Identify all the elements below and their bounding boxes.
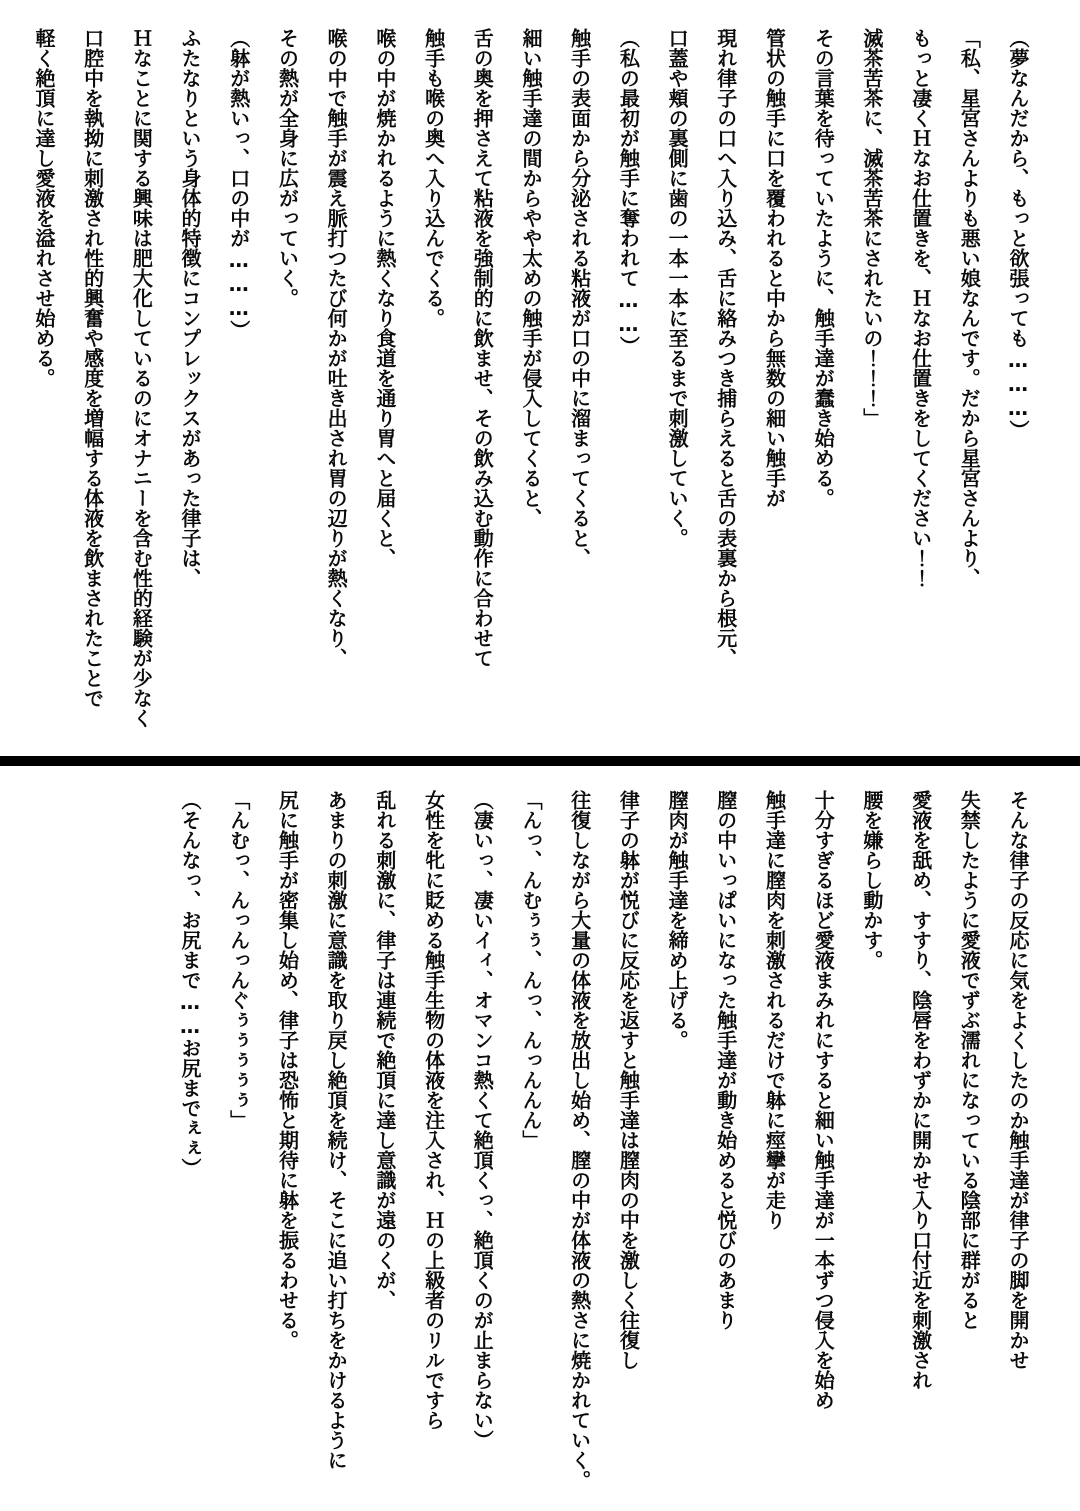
text-line: そんな律子の反応に気をよくしたのか触手達が律子の脚を開かせ xyxy=(1006,790,1030,1370)
text-line: 尻に触手が密集し始め、律子は恐怖と期待に躰を振るわせる。 xyxy=(275,790,300,1350)
story-text-bottom xyxy=(0,766,1080,1511)
text-line: 往復しながら大量の体液を放出し始め、膣の中が体液の熱さに焼かれていく。 xyxy=(567,790,592,1490)
text-line: ふたなりという身体的特徴にコンプレックスがあった律子は、 xyxy=(178,28,203,588)
text-line: あまりの刺激に意識を取り戻し絶頂を続け、そこに追い打ちをかけるように xyxy=(324,790,349,1470)
text-line: 触手達に膣肉を刺激されるだけで躰に痙攣が走り xyxy=(762,790,787,1230)
text-line: 触手の表面から分泌される粘液が口の中に溜まってくると、 xyxy=(567,28,592,568)
text-line: もっと凄くＨなお仕置きを、Ｈなお仕置きをしてください！！ xyxy=(908,28,933,588)
text-line: （夢なんだから、もっと欲張っても………） xyxy=(1006,28,1030,440)
text-line: 腰を嫌らし動かす。 xyxy=(859,790,884,970)
text-line: 喉の中で触手が震え脈打つたび何かが吐き出され胃の辺りが熱くなり、 xyxy=(324,28,349,668)
text-line: （そんなっ、お尻まで……お尻までぇぇ） xyxy=(178,790,203,1178)
text-line: 現れ律子の口へ入り込み、舌に絡みつき捕らえると舌の表裏から根元、 xyxy=(713,28,738,668)
text-line: 失禁したように愛液でずぶ濡れになっている陰部に群がると xyxy=(957,790,982,1330)
text-line: 「んっ、んむぅぅ、んっ、んっんんん」 xyxy=(518,790,543,1150)
text-line: 舌の奥を押さえて粘液を強制的に飲ませ、その飲み込む動作に合わせて xyxy=(470,28,495,668)
text-line: 膣の中いっぱいになった触手達が動き始めると悦びのあまり xyxy=(713,790,738,1330)
text-line: 滅茶苦茶に、滅茶苦茶にされたいの！！！」 xyxy=(859,28,884,428)
text-line: 喉の中が焼かれるように熱くなり食道を通り胃へと届くと、 xyxy=(372,28,397,568)
text-line: 十分すぎるほど愛液まみれにすると細い触手達が一本ずつ侵入を始め xyxy=(811,790,836,1410)
text-line: （躰が熱いっ、口の中が………） xyxy=(226,28,251,340)
text-line: 口蓋や頬の裏側に歯の一本一本に至るまで刺激していく。 xyxy=(665,28,690,548)
text-line: 愛液を舐め、すすり、陰唇をわずかに開かせ入り口付近を刺激され xyxy=(908,790,933,1390)
text-line: 細い触手達の間からやや太めの触手が侵入してくると、 xyxy=(518,28,543,528)
text-line: 「私、星宮さんよりも悪い娘なんです。だから星宮さんより、 xyxy=(957,28,982,588)
text-line: その熱が全身に広がっていく。 xyxy=(275,28,300,308)
text-line: 触手も喉の奥へ入り込んでくる。 xyxy=(421,28,446,328)
text-line: Ｈなことに関する興味は肥大化しているのにオナニーを含む性的経験が少なく xyxy=(129,28,154,728)
text-line: 管状の触手に口を覆われると中から無数の細い触手が xyxy=(762,28,787,508)
text-line: 「んむっ、んっんっんぐぅぅぅぅぅ」 xyxy=(226,790,251,1130)
text-line: その言葉を待っていたように、触手達が蠢き始める。 xyxy=(811,28,836,508)
section-divider xyxy=(0,756,1080,766)
text-line: 軽く絶頂に達し愛液を溢れさせ始める。 xyxy=(31,28,56,388)
text-line: （凄いっ、凄いイィ、オマンコ熱くて絶頂くっ、絶頂くのが止まらない） xyxy=(470,790,495,1450)
text-line: （私の最初が触手に奪われて……） xyxy=(616,28,641,356)
text-line: 膣肉が触手達を締め上げる。 xyxy=(665,790,690,1050)
text-line: 乱れる刺激に、律子は連続で絶頂に達し意識が遠のくが、 xyxy=(372,790,397,1310)
text-line: 律子の躰が悦びに反応を返すと触手達は膣肉の中を激しく往復し xyxy=(616,790,641,1370)
text-line: 女性を牝に貶める触手生物の体液を注入され、Ｈの上級者のリルですら xyxy=(421,790,446,1430)
text-line: 口腔中を執拗に刺激され性的興奮や感度を増幅する体液を飲まされたことで xyxy=(80,28,105,708)
